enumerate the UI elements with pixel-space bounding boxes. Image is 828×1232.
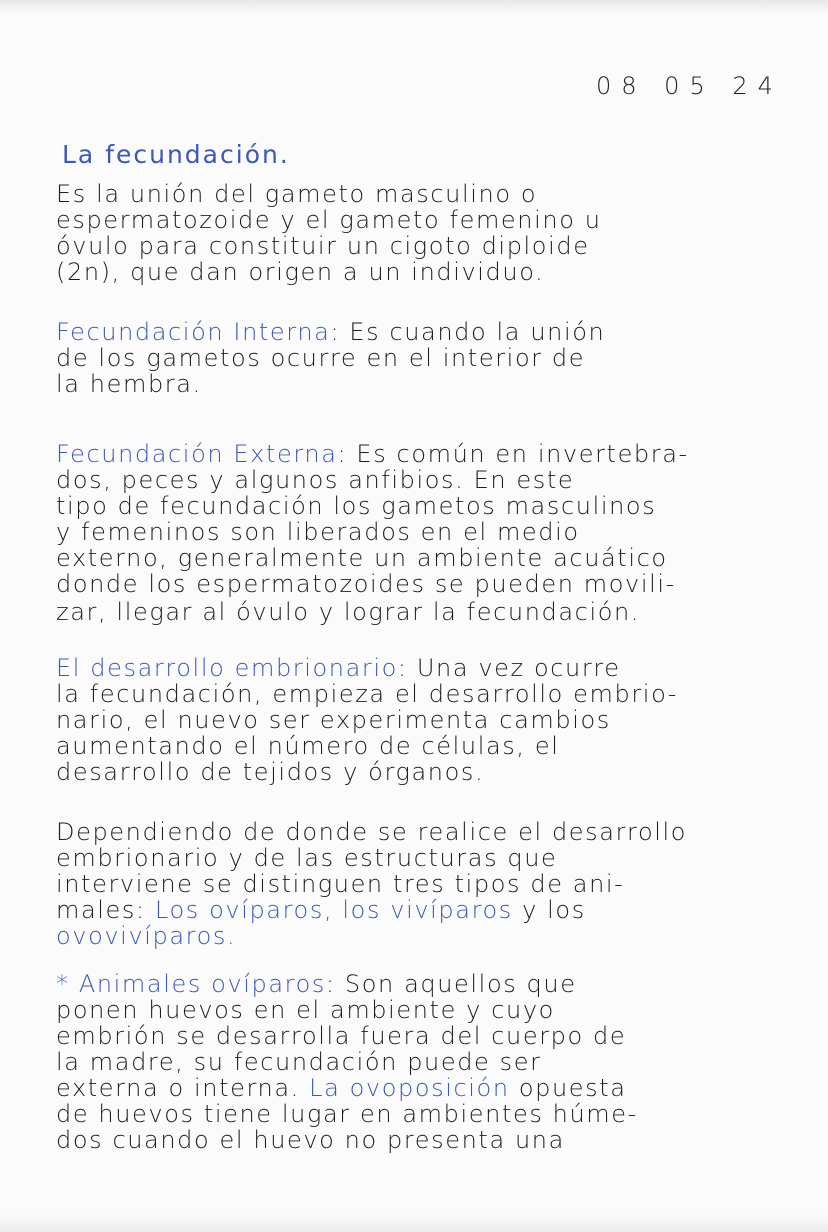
- text-segment: la madre, su fecundación puede ser: [56, 1048, 542, 1076]
- text-line: [56, 818, 687, 846]
- text-segment: externa o interna.: [56, 1074, 310, 1102]
- text-segment: embrionario y de las estructuras que: [56, 844, 558, 872]
- text-line: [56, 492, 656, 520]
- text-segment: dos cuando el huevo no presenta una: [56, 1126, 565, 1154]
- text-line: [56, 570, 676, 598]
- text-line: [56, 870, 624, 898]
- text-segment: Dependiendo de donde se realice el desarrollo: [56, 818, 688, 846]
- text-segment: espermatozoide y el gameto femenino u: [56, 206, 602, 234]
- text-line: [56, 544, 668, 572]
- text-segment: : Son aquellos que: [326, 970, 577, 998]
- text-segment: ponen huevos en el ambiente y cuyo: [56, 996, 555, 1024]
- text-line: [56, 440, 689, 468]
- text-line: [56, 1100, 638, 1128]
- date-heading: 08 05 24: [596, 72, 783, 100]
- text-line: [56, 680, 678, 708]
- text-segment: de huevos tiene lugar en ambientes húme-: [56, 1100, 638, 1128]
- page-top-edge: [0, 0, 828, 14]
- text-line: [56, 654, 621, 682]
- text-segment: (2n), que dan origen a un individuo.: [56, 258, 545, 286]
- text-segment: aumentando el número de células, el: [56, 732, 560, 760]
- text-line: [56, 970, 577, 998]
- text-line: [56, 1074, 627, 1102]
- text-line: [56, 518, 580, 546]
- text-line: [56, 896, 586, 924]
- text-segment: desarrollo de tejidos y órganos.: [56, 758, 485, 786]
- text-segment: externo, generalmente un ambiente acuático: [56, 544, 668, 572]
- highlighted-term: Fecundación Externa: [56, 440, 338, 468]
- text-line: [56, 370, 202, 398]
- page-bottom-edge: [0, 1214, 828, 1232]
- highlighted-term: Fecundación Interna: [56, 318, 331, 346]
- text-line: [56, 1022, 626, 1050]
- text-line: [56, 180, 537, 208]
- highlighted-term: El desarrollo embrionario: [56, 654, 398, 682]
- text-line: [56, 732, 559, 760]
- text-segment: óvulo para constituir un cigoto diploide: [56, 232, 590, 260]
- text-line: [56, 206, 602, 234]
- text-segment: tipo de fecundación los gametos masculinos: [56, 492, 657, 520]
- text-segment: y femeninos son liberados en el medio: [56, 518, 580, 546]
- text-line: [56, 318, 605, 346]
- text-segment: embrión se desarrolla fuera del cuerpo de: [56, 1022, 627, 1050]
- text-line: [56, 844, 557, 872]
- highlighted-term: Los ovíparos, los vivíparos: [154, 896, 513, 924]
- text-line: [56, 706, 611, 734]
- text-segment: donde los espermatozoides se pueden movili-: [56, 570, 676, 598]
- text-segment: zar, llegar al óvulo y lograr la fecundación.: [56, 598, 641, 626]
- text-segment: : Es común en invertebra-: [337, 440, 689, 468]
- text-segment: de los gametos ocurre en el interior de: [56, 344, 586, 372]
- text-segment: y los: [512, 896, 586, 924]
- text-line: [56, 1126, 565, 1154]
- text-segment: males:: [56, 896, 155, 924]
- text-segment: interviene se distinguen tres tipos de ani-: [56, 870, 625, 898]
- text-line: [56, 996, 555, 1024]
- text-segment: : Es cuando la unión: [330, 318, 606, 346]
- text-segment: nario, el nuevo ser experimenta cambios: [56, 706, 611, 734]
- highlighted-term: * Animales ovíparos: [56, 970, 327, 998]
- text-line: [56, 922, 236, 950]
- text-line: [56, 466, 574, 494]
- text-line: [56, 598, 640, 626]
- text-line: [56, 344, 585, 372]
- text-line: [56, 758, 484, 786]
- text-segment: opuesta: [509, 1074, 627, 1102]
- text-segment: : Una vez ocurre: [397, 654, 621, 682]
- text-line: [56, 232, 590, 260]
- page-title: La fecundación.: [62, 140, 290, 169]
- text-line: [56, 1048, 542, 1076]
- text-line: [56, 258, 544, 286]
- text-segment: Es la unión del gameto masculino o: [56, 180, 538, 208]
- text-segment: la hembra.: [56, 370, 202, 398]
- text-segment: la fecundación, empieza el desarrollo embrio-: [56, 680, 679, 708]
- highlighted-term: ovovivíparos.: [56, 922, 237, 950]
- highlighted-term: La ovoposición: [309, 1074, 510, 1102]
- text-segment: dos, peces y algunos anfibios. En este: [56, 466, 575, 494]
